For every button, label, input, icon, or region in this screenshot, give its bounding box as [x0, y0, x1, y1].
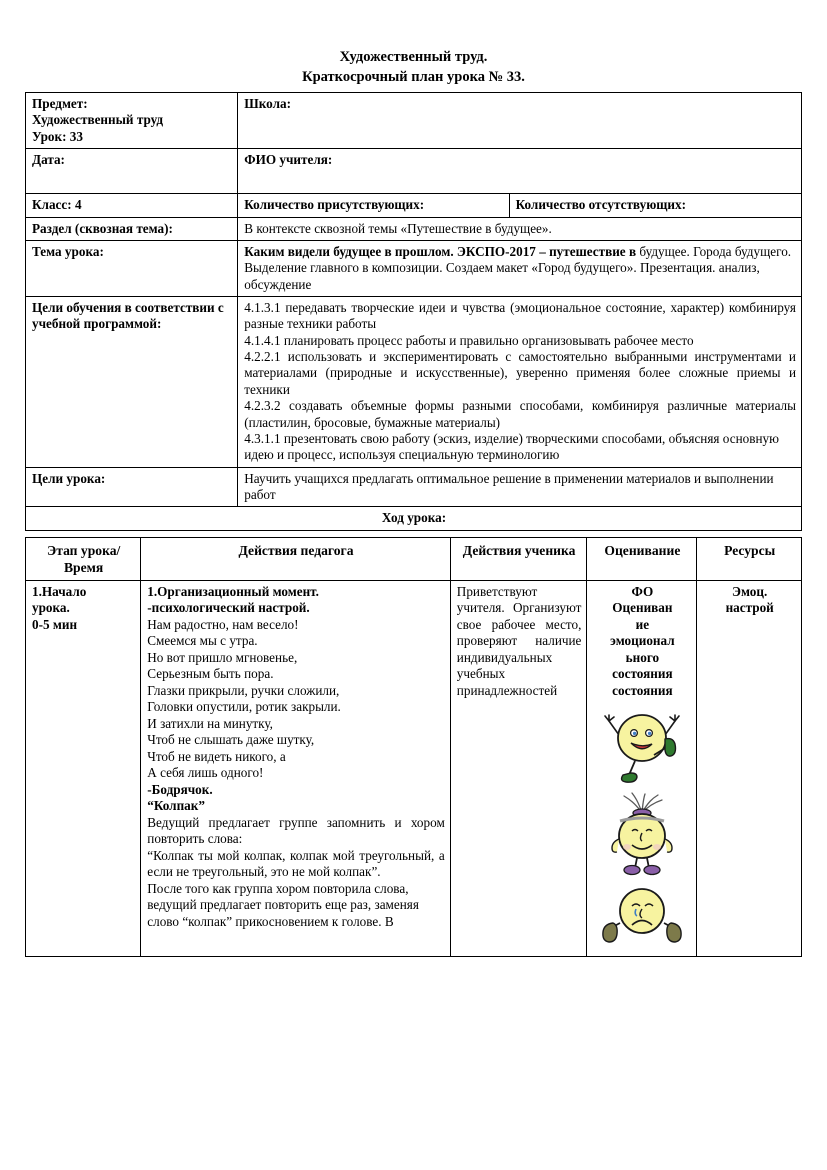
section-value-cell [238, 217, 802, 240]
poem-line: Нам радостно, нам весело! [147, 616, 299, 632]
poem-line: А себя лишь одного! [147, 765, 264, 781]
teacher-paragraph: “Колпак ты мой колпак, колпак мой треугольный, а если не треугольный, это не мой колпак”. [147, 847, 445, 880]
sad-smiley-brown-boots-icon [599, 879, 685, 953]
section-value: В контексте сквозной темы «Путешествие в будущее». [244, 220, 552, 236]
doc-title-line-2: Краткосрочный план урока № 33. [302, 68, 525, 85]
poem-line: Головки опустили, ротик закрыли. [147, 699, 341, 715]
poem-line: Чтоб не слышать даже шутку, [147, 732, 315, 748]
assessment-line: ФО [631, 583, 654, 599]
poem-line: Серьезным быть пора. [147, 666, 274, 682]
objective-item: 4.2.2.1 использовать и экспериментировать с самостоятельно выбранными инструментами и материалами (природные и искусственные), уверенно применяя более сложные приемы и техники [244, 349, 796, 397]
present-label: Количество присутствующих: [244, 197, 425, 213]
topic-rest-part: будущее. Города будущего. Выделение главного в композиции. Создаем макет «Город будущего». Презентация. анализ, обсуждение [244, 243, 792, 292]
table-row-lesson-goals [26, 467, 802, 507]
poem-line: Глазки прикрыли, ручки сложили, [147, 682, 340, 698]
doc-title-line-1: Художественный труд. [339, 49, 488, 65]
resources-cell [697, 580, 802, 957]
col-header-student-actions: Действия ученика [450, 537, 587, 580]
flow-header-row [26, 537, 802, 580]
col-header-teacher-actions: Действия педагога [141, 537, 451, 580]
student-actions-text: Приветствуют учителя. Организуют свое рабочее место, проверяют наличие индивидуальных учебных принадлежностей [456, 583, 582, 698]
resources-line: Эмоц. [732, 583, 768, 599]
topic-label: Тема урока: [32, 243, 104, 259]
objective-item: 4.1.4.1 планировать процесс работы и правильно организовывать рабочее место [244, 332, 694, 348]
lesson-goals-label: Цели урока: [32, 470, 106, 486]
flow-banner-label: Ход урока: [381, 510, 447, 526]
poem-line: И затихли на минутку, [147, 715, 273, 731]
teacher-subheading-bodryachok: -Бодрячок. [147, 781, 213, 797]
date-label: Дата: [32, 152, 65, 168]
topic-label-cell [26, 240, 238, 296]
happy-smiley-green-shoes-icon [599, 705, 685, 789]
assessment-line: ие [635, 616, 650, 632]
table-row-topic [26, 240, 802, 296]
assessment-line: эмоционал [610, 633, 675, 649]
assessment-line: состояния [612, 682, 673, 698]
objective-item: 4.1.3.1 передавать творческие идеи и чувства (эмоциональное состояние, характер) комбинируя разные техники работы [244, 300, 796, 332]
teacher-heading-line: 1.Организационный момент. [147, 583, 319, 599]
absent-cell [509, 194, 801, 217]
assessment-line: ьного [625, 649, 660, 665]
objectives-label: Цели обучения в соответствии с учебной программой: [32, 300, 224, 332]
poem-line: Но вот пришло мгновенье, [147, 649, 298, 665]
poem-line: Чтоб не видеть никого, а [147, 748, 286, 764]
teacher-label: ФИО учителя: [244, 152, 333, 168]
resources-line: настрой [725, 600, 774, 616]
lesson-header-table [25, 92, 802, 531]
stage-line: 1.Начало [32, 583, 87, 599]
table-row-class-counts [26, 194, 802, 217]
teacher-cell [238, 149, 802, 194]
objective-item: 4.3.1.1 презентовать свою работу (эскиз, изделие) творческими способами, объясняя основную идею и процесс, используя специальную терминологию [244, 430, 779, 463]
stage-line: урока. [32, 600, 70, 616]
poem-line: Смеемся мы с утра. [147, 633, 258, 649]
assessment-line: Оцениван [612, 600, 673, 616]
page-title [0, 0, 827, 87]
subject-label: Предмет: [32, 96, 88, 112]
teacher-actions-cell [141, 580, 451, 957]
present-cell [238, 194, 509, 217]
subject-cell [26, 93, 238, 149]
table-row [26, 580, 802, 957]
subject-value: Художественный труд [32, 112, 164, 128]
table-row-subject-school [26, 93, 802, 149]
topic-value-cell [238, 240, 802, 296]
class-label: Класс: 4 [32, 197, 82, 213]
class-cell [26, 194, 238, 217]
table-row-objectives [26, 297, 802, 468]
lesson-goals-value: Научить учащихся предлагать оптимальное решение в применении материалов и выполнении работ [244, 470, 774, 502]
smiley-feather-hair-purple-shoes-icon [599, 791, 685, 877]
lesson-goals-value-cell [238, 467, 802, 507]
objectives-value-cell [238, 297, 802, 468]
col-header-stage: Этап урока/ Время [26, 537, 141, 580]
teacher-paragraph: После того как группа хором повторила слова, ведущий предлагает повторить еще раз, заменяя слово “колпак” прикосновением к голове. В [147, 880, 419, 929]
table-row-flow-banner [26, 507, 802, 530]
school-cell [238, 93, 802, 149]
stage-line: 0-5 мин [32, 616, 78, 632]
lesson-number: Урок: 33 [32, 128, 83, 144]
teacher-paragraph: Ведущий предлагает группе запомнить и хором повторить слова: [147, 814, 445, 847]
absent-label: Количество отсутствующих: [515, 197, 686, 213]
topic-bold-part: Каким видели будущее в прошлом. ЭКСПО-2017 – путешествие в [244, 243, 637, 259]
assessment-line: состояния [612, 666, 673, 682]
school-label: Школа: [244, 96, 291, 112]
assessment-cell [587, 580, 697, 957]
stage-cell [26, 580, 141, 957]
teacher-subheading-kolpak: “Колпак” [147, 798, 205, 814]
mood-figures-group [593, 705, 691, 953]
objectives-label-cell [26, 297, 238, 468]
lesson-flow-table [25, 537, 802, 957]
col-header-resources: Ресурсы [697, 537, 802, 580]
student-actions-cell [450, 580, 587, 957]
section-label: Раздел (сквозная тема): [32, 220, 173, 236]
col-header-assessment: Оценивание [587, 537, 697, 580]
table-row-section [26, 217, 802, 240]
table-row-date-teacher [26, 149, 802, 194]
lesson-goals-label-cell [26, 467, 238, 507]
teacher-heading-line: -психологический настрой. [147, 600, 310, 616]
objective-item: 4.2.3.2 создавать объемные формы разными способами, комбинируя различные материалы (пластилин, бросовые, бумажные материалы) [244, 398, 796, 430]
section-label-cell [26, 217, 238, 240]
date-cell [26, 149, 238, 194]
flow-banner-cell [26, 507, 802, 530]
